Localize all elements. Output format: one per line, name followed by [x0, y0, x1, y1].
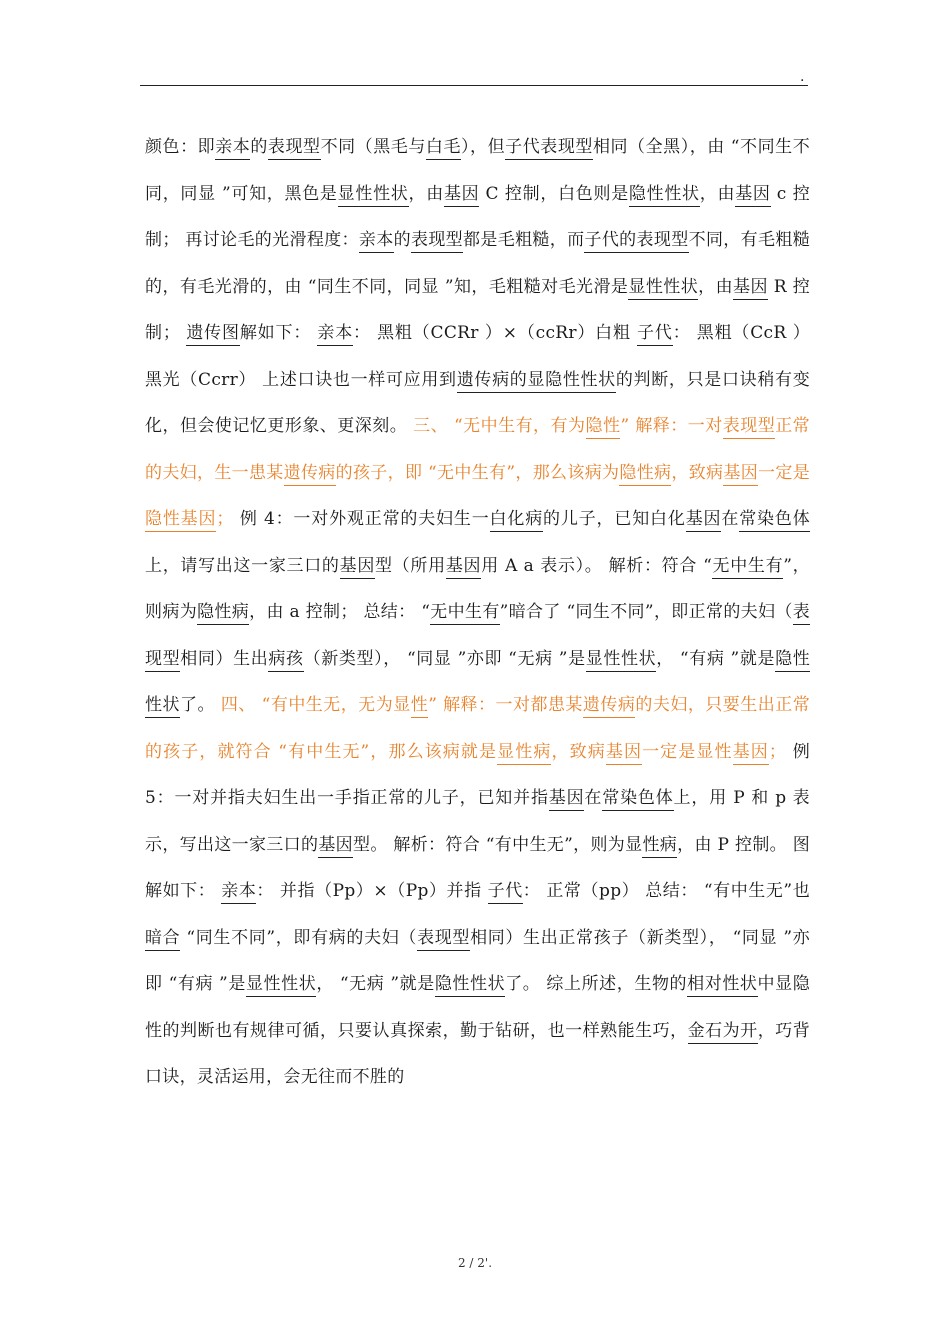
body-text-run: ： 并指（Pp）×（Pp）并指 [256, 881, 488, 901]
highlight-text: 一定是 [758, 462, 811, 483]
highlight-text: ，致病 [671, 462, 724, 483]
body-text-run: ，由 P 控制。 图解如下： [145, 834, 811, 901]
underlined-term: 表现型 [268, 137, 321, 160]
body-text-run: ， “无病 ”就是 [316, 974, 435, 994]
highlight-term: 遗传病 [583, 695, 635, 718]
underlined-term: 性病 [642, 835, 677, 858]
body-text-run: 都是毛粗糙，而 [463, 230, 585, 250]
underlined-term: 隐性性状 [435, 974, 505, 997]
underlined-term: 的显隐性性状 [510, 370, 616, 393]
body-text-run: （新类型）， “同显 ”亦即 “无病 ”是 [303, 648, 586, 669]
underlined-term: 常染色体 [602, 788, 673, 811]
body-text-run: 相同）生出正常孩子（新类型）， “同显 ”亦即 “有病 ”是 [145, 927, 810, 994]
body-text-run: 的儿子，已知白化 [543, 509, 686, 529]
underlined-term: 基因 [446, 556, 481, 579]
body-text-run: 相同）生出 [180, 648, 269, 669]
header-rule [140, 85, 808, 86]
body-text-run: ： 正常（pp） 总结： “有中生无”也 [522, 881, 810, 901]
highlight-text: ” 解释：一对都患某 [428, 695, 583, 715]
underlined-term: 隐性性状 [145, 649, 810, 719]
underlined-term: 白毛 [426, 137, 461, 160]
highlight-text: ； [768, 741, 793, 762]
underlined-term: 基因 [735, 184, 770, 207]
highlight-term: 遗传病 [284, 463, 336, 486]
highlight-text: ” 解释：一对 [620, 416, 723, 436]
underlined-term: 亲本 [317, 323, 353, 346]
body-text-run: c 控制； 再讨论毛的光滑程度： [145, 183, 811, 250]
underlined-term: 遗传病 [457, 370, 510, 393]
highlight-text: 四、 “有中生无，无为显 [220, 695, 411, 715]
body-text-run: 型（所用 [375, 555, 446, 576]
document-body [145, 124, 810, 1101]
underlined-term: 暗合 [145, 928, 180, 951]
highlight-term: 隐性 [586, 416, 621, 439]
underlined-term: 表现型 [145, 602, 810, 672]
body-text-run: ，由 [408, 183, 444, 204]
body-text-run: 了。 [179, 695, 221, 715]
body-text-run: 中显隐性的判断也有规律可循，只要认真探索，勤于钻研，也一样熟能生巧， [145, 974, 811, 1041]
body-text-run: 在 [584, 788, 603, 808]
underlined-term: 基因 [340, 556, 375, 579]
body-text-run: ： 黑粗（CCRr ）×（ccRr）白粗 [353, 323, 638, 343]
underlined-term: 子代表现型 [505, 137, 593, 160]
underlined-term: 亲本 [215, 137, 250, 160]
body-text-run: 例 5：一对并指夫妇生出一手指正常的儿子，已知并指 [145, 741, 810, 808]
body-text-run: R 控制； [145, 276, 811, 343]
highlight-text: 一定是显性 [642, 741, 733, 762]
underlined-term: 显性性状 [586, 649, 657, 672]
body-text-run: C 控制，白色则是 [479, 183, 629, 204]
body-text-run: 用 A a 表示）。 解析：符合 “ [481, 555, 713, 576]
body-text-run: ），但 [461, 137, 506, 157]
highlight-text: 的孩子，即 “无中生有”，那么该病为 [335, 462, 620, 483]
underlined-term: 金石为开 [688, 1021, 758, 1044]
underlined-term: 亲本 [359, 230, 394, 253]
underlined-term: 基因 [549, 788, 585, 811]
highlight-text: ，致病 [551, 741, 606, 762]
body-text-run: 解如下： [239, 323, 318, 343]
body-text-run: 上，请写出这一家三口的 [145, 555, 340, 576]
body-text-run: ： 黑粗（CcR ） 黑光（Ccrr） 上述口诀也一样可应用到 [145, 323, 810, 390]
highlight-term: 基因 [606, 742, 642, 765]
underlined-term: 显性性状 [338, 184, 409, 207]
underlined-term: 子代 [488, 881, 523, 904]
highlight-term: 显性病 [497, 742, 551, 765]
body-text-run: “同生不同”，即有病的夫妇（ [180, 927, 418, 948]
underlined-term: 常染色体 [739, 509, 810, 532]
body-text-run: ，由 [699, 183, 736, 204]
underlined-term: 基因 [733, 277, 768, 300]
underlined-term: 隐性性状 [629, 184, 700, 207]
body-text-run: ，巧背口诀，灵活运用，会无往而不胜的 [145, 1020, 810, 1087]
highlight-text: 三、 “无中生有，有为 [413, 416, 586, 436]
highlight-term: 基因 [723, 463, 758, 486]
body-text-run: ，由 a 控制； 总结： “ [249, 602, 431, 622]
highlight-text: 的夫妇，只要生出正常的孩子，就符合 “有中生无”，那么该病就是 [145, 695, 811, 762]
body-text-run: ”暗合了 “同生不同”，即正常的夫妇（ [499, 602, 793, 622]
body-text-run: 相同（全黑），由 “不同生不同，同显 ”可知，黑色是 [145, 137, 811, 204]
body-text-run: 在 [721, 509, 740, 529]
body-text-run: 的 [250, 137, 268, 157]
underlined-term: 亲本 [221, 881, 256, 904]
body-text-run: 型。 解析：符合 “有中生无”，则为显 [352, 834, 643, 855]
underlined-term: 相对性状 [687, 974, 757, 997]
underlined-term: 基因 [444, 184, 479, 207]
underlined-term: 病孩 [268, 649, 303, 672]
highlight-term: 表现型 [723, 416, 775, 439]
body-text-run: 了。 综上所述，生物的 [505, 974, 688, 994]
header-mark: . [800, 69, 805, 85]
highlight-term: 基因 [733, 742, 769, 765]
underlined-term: 显性性状 [246, 974, 316, 997]
page-number: 2 / 2'. [457, 1256, 493, 1270]
underlined-term: 子代的表现型 [584, 230, 688, 253]
body-text-run: 的判断，只是口诀稍有变化，但会使记忆更形象、更深刻。 [145, 369, 811, 436]
highlight-term: 隐性病 [619, 463, 671, 486]
underlined-term: 显性性状 [628, 277, 698, 300]
underlined-term: 基因 [318, 835, 353, 858]
body-text-run: 的 [393, 230, 411, 250]
underlined-term: 表现型 [411, 230, 463, 253]
body-text-run: ，由 [698, 276, 734, 297]
underlined-term: 子代 [637, 323, 673, 346]
body-text-run: 不同，有毛粗糙的，有毛光滑的，由 “同生不同，同显 ”知，毛粗糙对毛光滑是 [145, 230, 810, 297]
underlined-term: 遗传图 [186, 323, 239, 346]
body-text-run: 颜色：即 [145, 137, 216, 157]
highlight-term: 隐性基因 [145, 509, 216, 532]
underlined-term: 基因 [686, 509, 722, 532]
underlined-term: 表现型 [417, 928, 470, 951]
underlined-term: 无中生有 [430, 602, 499, 625]
body-text-run: ， “有病 ”就是 [656, 648, 776, 669]
underlined-term: 隐性病 [197, 602, 249, 625]
body-text-run: 例 4：一对外观正常的夫妇生一 [239, 509, 490, 529]
highlight-text: 正常的夫妇，生一患某 [145, 416, 810, 483]
underlined-term: 白化病 [490, 509, 544, 532]
body-text-run: 不同（黑毛与 [320, 137, 426, 157]
highlight-text: ； [216, 509, 240, 529]
highlight-term: 性 [411, 695, 428, 718]
underlined-term: 无中生有 [712, 556, 783, 579]
body-text-run: ”，则病为 [145, 555, 810, 622]
body-text-run: 上，用 P 和 p 表示，写出这一家三口的 [145, 788, 810, 855]
